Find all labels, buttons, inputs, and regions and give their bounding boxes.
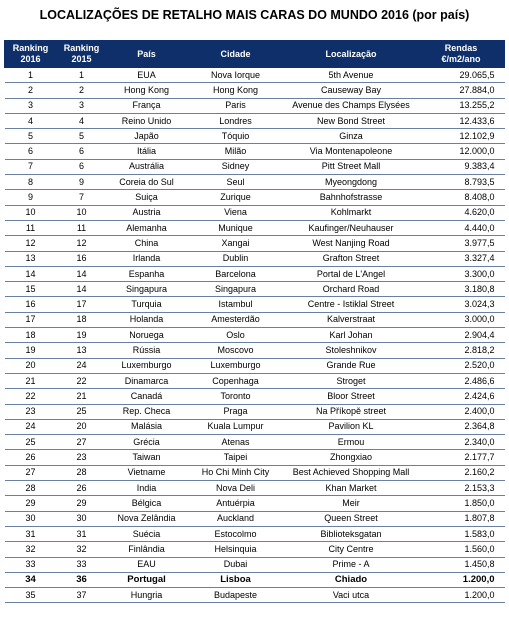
cell-rendas: 1.200,0 — [418, 572, 505, 587]
table-row — [5, 389, 505, 404]
cell-rendas: 2.364,8 — [418, 419, 505, 434]
cell-ranking-2015: 10 — [57, 205, 107, 220]
cell-pais: Rússia — [107, 343, 187, 358]
cell-localizacao: Queen Street — [285, 511, 418, 526]
cell-rendas: 1.583,0 — [418, 526, 505, 541]
cell-localizacao: Pavilion KL — [285, 419, 418, 434]
cell-localizacao: Portal de L'Angel — [285, 266, 418, 281]
cell-rendas: 1.850,0 — [418, 496, 505, 511]
cell-ranking-2016: 14 — [5, 266, 57, 281]
cell-rendas: 2.818,2 — [418, 343, 505, 358]
cell-pais: Reino Unido — [107, 113, 187, 128]
cell-pais: Dinamarca — [107, 373, 187, 388]
cell-pais: Singapura — [107, 282, 187, 297]
cell-cidade: Dubai — [187, 557, 285, 572]
cell-ranking-2015: 30 — [57, 511, 107, 526]
cell-ranking-2016: 24 — [5, 419, 57, 434]
cell-ranking-2015: 16 — [57, 251, 107, 266]
cell-localizacao: Kohlmarkt — [285, 205, 418, 220]
cell-ranking-2015: 17 — [57, 297, 107, 312]
table-row — [5, 404, 505, 419]
cell-cidade: Luxemburgo — [187, 358, 285, 373]
cell-cidade: Toronto — [187, 389, 285, 404]
cell-localizacao: Via Montenapoleone — [285, 144, 418, 159]
cell-pais: Coreia do Sul — [107, 175, 187, 190]
table-row — [5, 526, 505, 541]
cell-cidade: Antuérpia — [187, 496, 285, 511]
cell-rendas: 2.153,3 — [418, 481, 505, 496]
table-title: LOCALIZAÇÕES DE RETALHO MAIS CARAS DO MUNDO 2016 (por país) — [39, 8, 470, 22]
header-ranking-2016 — [5, 41, 57, 68]
cell-ranking-2016: 11 — [5, 220, 57, 235]
table-row — [5, 465, 505, 480]
cell-ranking-2016: 7 — [5, 159, 57, 174]
header-localizacao: Localização — [285, 41, 418, 68]
cell-ranking-2016: 3 — [5, 98, 57, 113]
header-rendas-line2: €/m2/ano — [441, 54, 481, 64]
cell-pais: França — [107, 98, 187, 113]
table-row — [5, 588, 505, 603]
cell-ranking-2016: 22 — [5, 389, 57, 404]
cell-rendas: 2.520,0 — [418, 358, 505, 373]
table-row — [5, 419, 505, 434]
table-row — [5, 557, 505, 572]
header-ranking-2016-line1: Ranking — [12, 43, 49, 53]
header-cidade: Cidade — [187, 41, 285, 68]
cell-cidade: Nova Deli — [187, 481, 285, 496]
cell-ranking-2015: 6 — [57, 144, 107, 159]
header-ranking-2015-line2: 2015 — [71, 54, 92, 64]
cell-ranking-2015: 22 — [57, 373, 107, 388]
cell-rendas: 27.884,0 — [418, 83, 505, 98]
table-row — [5, 113, 505, 128]
cell-cidade: Tóquio — [187, 129, 285, 144]
cell-rendas: 3.977,5 — [418, 236, 505, 251]
cell-rendas: 3.180,8 — [418, 282, 505, 297]
cell-localizacao: West Nanjing Road — [285, 236, 418, 251]
table-row — [5, 68, 505, 83]
table-row — [5, 343, 505, 358]
table-row — [5, 328, 505, 343]
cell-rendas: 2.424,6 — [418, 389, 505, 404]
table-row — [5, 159, 505, 174]
cell-ranking-2016: 13 — [5, 251, 57, 266]
cell-ranking-2015: 3 — [57, 98, 107, 113]
cell-localizacao: Stroget — [285, 373, 418, 388]
cell-cidade: Istambul — [187, 297, 285, 312]
table-row — [5, 98, 505, 113]
table-row — [5, 220, 505, 235]
cell-cidade: Nova Iorque — [187, 68, 285, 83]
cell-cidade: Paris — [187, 98, 285, 113]
cell-ranking-2016: 27 — [5, 465, 57, 480]
cell-pais: EUA — [107, 68, 187, 83]
table-row — [5, 190, 505, 205]
cell-pais: Austria — [107, 205, 187, 220]
cell-rendas: 9.383,4 — [418, 159, 505, 174]
cell-ranking-2015: 25 — [57, 404, 107, 419]
cell-localizacao: Myeongdong — [285, 175, 418, 190]
cell-ranking-2016: 2 — [5, 83, 57, 98]
cell-rendas: 12.433,6 — [418, 113, 505, 128]
cell-pais: Noruega — [107, 328, 187, 343]
cell-rendas: 12.000,0 — [418, 144, 505, 159]
cell-rendas: 1.560,0 — [418, 542, 505, 557]
cell-ranking-2015: 24 — [57, 358, 107, 373]
cell-pais: EAU — [107, 557, 187, 572]
table-row — [5, 358, 505, 373]
cell-ranking-2016: 28 — [5, 481, 57, 496]
cell-rendas: 13.255,2 — [418, 98, 505, 113]
cell-pais: Luxemburgo — [107, 358, 187, 373]
header-ranking-2016-line2: 2016 — [20, 54, 41, 64]
cell-ranking-2015: 19 — [57, 328, 107, 343]
cell-pais: Irlanda — [107, 251, 187, 266]
cell-localizacao: New Bond Street — [285, 113, 418, 128]
table-row — [5, 266, 505, 281]
cell-pais: Hong Kong — [107, 83, 187, 98]
cell-cidade: Barcelona — [187, 266, 285, 281]
cell-ranking-2015: 28 — [57, 465, 107, 480]
cell-rendas: 12.102,9 — [418, 129, 505, 144]
cell-localizacao: Avenue des Champs Elysées — [285, 98, 418, 113]
cell-ranking-2016: 1 — [5, 68, 57, 83]
cell-ranking-2016: 8 — [5, 175, 57, 190]
cell-ranking-2015: 11 — [57, 220, 107, 235]
table-row — [5, 205, 505, 220]
cell-ranking-2015: 4 — [57, 113, 107, 128]
cell-localizacao: Bahnhofstrasse — [285, 190, 418, 205]
cell-pais: Bélgica — [107, 496, 187, 511]
table-row — [5, 572, 505, 587]
table-row — [5, 450, 505, 465]
header-rendas-line1: Rendas — [444, 43, 478, 53]
table-row — [5, 373, 505, 388]
table-row — [5, 144, 505, 159]
cell-rendas: 3.024,3 — [418, 297, 505, 312]
cell-cidade: Munique — [187, 220, 285, 235]
cell-rendas: 4.440,0 — [418, 220, 505, 235]
cell-rendas: 2.160,2 — [418, 465, 505, 480]
table-row — [5, 542, 505, 557]
cell-cidade: Atenas — [187, 435, 285, 450]
table-row — [5, 83, 505, 98]
header-ranking-2015 — [57, 41, 107, 68]
table-row — [5, 297, 505, 312]
cell-ranking-2015: 7 — [57, 190, 107, 205]
cell-pais: Austrália — [107, 159, 187, 174]
cell-ranking-2016: 23 — [5, 404, 57, 419]
cell-pais: Suiça — [107, 190, 187, 205]
cell-ranking-2016: 4 — [5, 113, 57, 128]
cell-rendas: 3.300,0 — [418, 266, 505, 281]
cell-pais: Portugal — [107, 572, 187, 587]
cell-rendas: 4.620,0 — [418, 205, 505, 220]
cell-cidade: Budapeste — [187, 588, 285, 603]
cell-localizacao: Ermou — [285, 435, 418, 450]
cell-localizacao: Chiado — [285, 572, 418, 587]
cell-localizacao: Na Příkopě street — [285, 404, 418, 419]
cell-localizacao: Orchard Road — [285, 282, 418, 297]
cell-ranking-2016: 6 — [5, 144, 57, 159]
cell-pais: Espanha — [107, 266, 187, 281]
cell-ranking-2016: 26 — [5, 450, 57, 465]
cell-ranking-2016: 12 — [5, 236, 57, 251]
cell-ranking-2016: 10 — [5, 205, 57, 220]
cell-ranking-2016: 29 — [5, 496, 57, 511]
cell-localizacao: Centre - Istiklal Street — [285, 297, 418, 312]
cell-cidade: Dublin — [187, 251, 285, 266]
cell-localizacao: Causeway Bay — [285, 83, 418, 98]
cell-cidade: Singapura — [187, 282, 285, 297]
cell-ranking-2016: 33 — [5, 557, 57, 572]
cell-cidade: Xangai — [187, 236, 285, 251]
cell-ranking-2015: 20 — [57, 419, 107, 434]
cell-localizacao: Best Achieved Shopping Mall — [285, 465, 418, 480]
cell-localizacao: Vaci utca — [285, 588, 418, 603]
cell-localizacao: Grafton Street — [285, 251, 418, 266]
table-row — [5, 435, 505, 450]
table-row — [5, 312, 505, 327]
cell-localizacao: Khan Market — [285, 481, 418, 496]
cell-ranking-2015: 12 — [57, 236, 107, 251]
cell-ranking-2016: 25 — [5, 435, 57, 450]
cell-pais: Taiwan — [107, 450, 187, 465]
cell-localizacao: Karl Johan — [285, 328, 418, 343]
retail-rent-table — [4, 40, 505, 603]
cell-rendas: 29.065,5 — [418, 68, 505, 83]
table-row — [5, 511, 505, 526]
cell-ranking-2016: 18 — [5, 328, 57, 343]
cell-localizacao: Kaufinger/Neuhauser — [285, 220, 418, 235]
cell-cidade: Zurique — [187, 190, 285, 205]
table-row — [5, 129, 505, 144]
cell-pais: Vietname — [107, 465, 187, 480]
cell-cidade: Estocolmo — [187, 526, 285, 541]
cell-rendas: 8.793,5 — [418, 175, 505, 190]
cell-ranking-2016: 19 — [5, 343, 57, 358]
cell-rendas: 3.000,0 — [418, 312, 505, 327]
cell-pais: Turquia — [107, 297, 187, 312]
cell-ranking-2015: 32 — [57, 542, 107, 557]
cell-ranking-2015: 26 — [57, 481, 107, 496]
cell-localizacao: Prime - A — [285, 557, 418, 572]
cell-cidade: Kuala Lumpur — [187, 419, 285, 434]
cell-ranking-2016: 34 — [5, 572, 57, 587]
cell-cidade: Praga — [187, 404, 285, 419]
cell-localizacao: Grande Rue — [285, 358, 418, 373]
cell-rendas: 2.486,6 — [418, 373, 505, 388]
cell-localizacao: Bloor Street — [285, 389, 418, 404]
cell-rendas: 8.408,0 — [418, 190, 505, 205]
cell-pais: Nova Zelândia — [107, 511, 187, 526]
cell-rendas: 2.400,0 — [418, 404, 505, 419]
cell-ranking-2015: 9 — [57, 175, 107, 190]
cell-cidade: Auckland — [187, 511, 285, 526]
cell-ranking-2016: 16 — [5, 297, 57, 312]
cell-ranking-2015: 18 — [57, 312, 107, 327]
cell-ranking-2015: 23 — [57, 450, 107, 465]
table-row — [5, 175, 505, 190]
cell-cidade: Copenhaga — [187, 373, 285, 388]
cell-pais: Suécia — [107, 526, 187, 541]
cell-ranking-2015: 36 — [57, 572, 107, 587]
cell-rendas: 1.450,8 — [418, 557, 505, 572]
cell-pais: Hungria — [107, 588, 187, 603]
cell-cidade: Amesterdão — [187, 312, 285, 327]
cell-ranking-2016: 5 — [5, 129, 57, 144]
cell-localizacao: Zhongxiao — [285, 450, 418, 465]
cell-localizacao: City Centre — [285, 542, 418, 557]
cell-rendas: 1.200,0 — [418, 588, 505, 603]
cell-ranking-2015: 5 — [57, 129, 107, 144]
cell-ranking-2015: 31 — [57, 526, 107, 541]
cell-localizacao: Ginza — [285, 129, 418, 144]
cell-pais: India — [107, 481, 187, 496]
cell-localizacao: Stoleshnikov — [285, 343, 418, 358]
cell-cidade: Viena — [187, 205, 285, 220]
cell-ranking-2015: 1 — [57, 68, 107, 83]
cell-cidade: Londres — [187, 113, 285, 128]
cell-ranking-2015: 2 — [57, 83, 107, 98]
cell-ranking-2015: 13 — [57, 343, 107, 358]
cell-cidade: Hong Kong — [187, 83, 285, 98]
cell-ranking-2016: 35 — [5, 588, 57, 603]
cell-rendas: 2.177,7 — [418, 450, 505, 465]
cell-pais: Alemanha — [107, 220, 187, 235]
table-row — [5, 496, 505, 511]
cell-ranking-2016: 20 — [5, 358, 57, 373]
table-row — [5, 251, 505, 266]
cell-cidade: Sidney — [187, 159, 285, 174]
cell-ranking-2016: 17 — [5, 312, 57, 327]
cell-pais: Canadá — [107, 389, 187, 404]
cell-rendas: 1.807,8 — [418, 511, 505, 526]
cell-rendas: 2.904,4 — [418, 328, 505, 343]
cell-localizacao: 5th Avenue — [285, 68, 418, 83]
cell-cidade: Ho Chi Minh City — [187, 465, 285, 480]
cell-ranking-2015: 14 — [57, 282, 107, 297]
cell-rendas: 2.340,0 — [418, 435, 505, 450]
header-rendas — [418, 41, 505, 68]
cell-pais: Itália — [107, 144, 187, 159]
cell-pais: Rep. Checa — [107, 404, 187, 419]
cell-pais: Holanda — [107, 312, 187, 327]
header-ranking-2015-line1: Ranking — [63, 43, 100, 53]
cell-rendas: 3.327,4 — [418, 251, 505, 266]
cell-cidade: Helsinquia — [187, 542, 285, 557]
cell-ranking-2015: 29 — [57, 496, 107, 511]
cell-pais: Malásia — [107, 419, 187, 434]
cell-cidade: Oslo — [187, 328, 285, 343]
table-row — [5, 282, 505, 297]
cell-ranking-2016: 21 — [5, 373, 57, 388]
cell-ranking-2015: 27 — [57, 435, 107, 450]
cell-ranking-2016: 15 — [5, 282, 57, 297]
cell-ranking-2016: 9 — [5, 190, 57, 205]
cell-pais: Grécia — [107, 435, 187, 450]
table-row — [5, 236, 505, 251]
cell-ranking-2015: 33 — [57, 557, 107, 572]
cell-ranking-2015: 6 — [57, 159, 107, 174]
cell-pais: China — [107, 236, 187, 251]
cell-localizacao: Biblioteksgatan — [285, 526, 418, 541]
cell-cidade: Lisboa — [187, 572, 285, 587]
cell-ranking-2015: 21 — [57, 389, 107, 404]
table-row — [5, 481, 505, 496]
cell-pais: Finlândia — [107, 542, 187, 557]
table-body — [5, 68, 505, 603]
cell-ranking-2016: 31 — [5, 526, 57, 541]
cell-localizacao: Meir — [285, 496, 418, 511]
cell-ranking-2015: 37 — [57, 588, 107, 603]
cell-ranking-2016: 32 — [5, 542, 57, 557]
cell-cidade: Moscovo — [187, 343, 285, 358]
cell-ranking-2015: 14 — [57, 266, 107, 281]
cell-ranking-2016: 30 — [5, 511, 57, 526]
cell-pais: Japão — [107, 129, 187, 144]
cell-cidade: Seul — [187, 175, 285, 190]
cell-localizacao: Pitt Street Mall — [285, 159, 418, 174]
cell-cidade: Taipei — [187, 450, 285, 465]
cell-localizacao: Kalverstraat — [285, 312, 418, 327]
header-row — [5, 41, 505, 68]
header-pais: País — [107, 41, 187, 68]
cell-cidade: Milão — [187, 144, 285, 159]
